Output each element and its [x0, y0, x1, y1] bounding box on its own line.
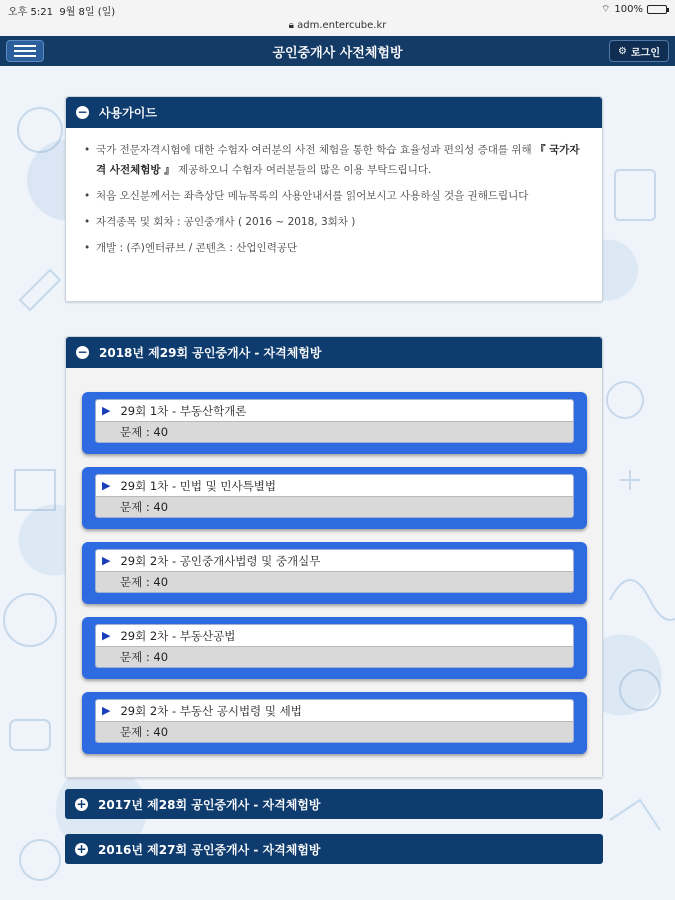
- exam-card[interactable]: [82, 617, 587, 679]
- hamburger-menu-button[interactable]: [6, 40, 44, 62]
- play-icon: ▶: [102, 629, 111, 642]
- section-2018-title: 2018년 제29회 공인중개사 - 자격체험방: [99, 346, 322, 360]
- guide-item: • 자격종목 및 회차 : 공인중개사 ( 2016 ~ 2018, 3회차 ): [84, 212, 588, 232]
- exam-card[interactable]: [82, 467, 587, 529]
- collapse-icon: −: [77, 345, 88, 359]
- play-icon: ▶: [102, 479, 111, 492]
- exam-title: 29회 2차 - 공인중개사법령 및 중개실무: [120, 553, 321, 568]
- url-text: adm.entercube.kr: [297, 20, 387, 31]
- status-time: 오후 5:21 9월 8일 (일): [8, 7, 116, 18]
- exam-question-count: 문제 : 40: [96, 421, 573, 442]
- exam-question-count: 문제 : 40: [96, 496, 573, 517]
- section-2018-panel: [65, 336, 603, 778]
- exam-title: 29회 2차 - 부동산 공시법령 및 세법: [120, 703, 302, 718]
- expand-icon: +: [76, 796, 87, 811]
- battery-icon: [647, 5, 667, 14]
- guide-panel-header[interactable]: [66, 97, 602, 128]
- menu-icon-line: [14, 50, 36, 52]
- guide-item: • 처음 오신분께서는 좌측상단 메뉴목록의 사용안내서를 읽어보시고 사용하실 것을 권해드립니다: [84, 186, 588, 206]
- address-bar[interactable]: [0, 20, 675, 31]
- page-title: 공인중개사 사전체험방: [272, 45, 403, 61]
- collapse-icon: −: [77, 105, 88, 119]
- gear-icon: ⚙: [618, 45, 628, 57]
- expand-icon: +: [76, 841, 87, 856]
- exam-list: [66, 368, 602, 777]
- section-2017-header[interactable]: [65, 789, 603, 819]
- play-icon: ▶: [102, 554, 111, 567]
- play-icon: ▶: [102, 404, 111, 417]
- status-right: [601, 3, 667, 16]
- section-2018-header[interactable]: [66, 337, 602, 368]
- guide-item: • 국가 전문자격시험에 대한 수험자 여러분의 사전 체험을 통한 학습 효율성과 편의성 증대를 위해 『 국가자격 사전체험방 』 제공하오니 수험자 여러분들의 많은 이용 부탁드립니다.: [84, 140, 588, 180]
- exam-title: 29회 1차 - 민법 및 민사특별법: [120, 478, 276, 493]
- login-label: 로그인: [631, 47, 660, 59]
- main-content: [0, 66, 675, 900]
- login-button[interactable]: [609, 40, 669, 62]
- play-icon: ▶: [102, 704, 111, 717]
- ios-status-bar: [0, 0, 675, 36]
- guide-item: • 개발 : (주)엔터큐브 / 콘텐츠 : 산업인력공단: [84, 238, 588, 258]
- menu-icon-line: [14, 55, 36, 57]
- exam-title: 29회 1차 - 부동산학개론: [120, 403, 247, 418]
- top-navbar: [0, 36, 675, 66]
- exam-question-count: 문제 : 40: [96, 721, 573, 742]
- guide-list: [66, 128, 602, 272]
- exam-card[interactable]: [82, 542, 587, 604]
- exam-question-count: 문제 : 40: [96, 646, 573, 667]
- section-2016-header[interactable]: [65, 834, 603, 864]
- battery-percent: 100%: [614, 4, 643, 15]
- exam-title: 29회 2차 - 부동산공법: [120, 628, 236, 643]
- section-2017-title: 2017년 제28회 공인중개사 - 자격체험방: [98, 797, 321, 812]
- guide-title: 사용가이드: [99, 106, 157, 120]
- menu-icon-line: [14, 45, 36, 47]
- exam-card[interactable]: [82, 692, 587, 754]
- exam-card[interactable]: [82, 392, 587, 454]
- wifi-icon: ⌔: [601, 4, 611, 15]
- lock-icon: 🔒︎: [288, 20, 294, 31]
- section-2016-title: 2016년 제27회 공인중개사 - 자격체험방: [98, 842, 321, 857]
- guide-panel: [65, 96, 603, 302]
- exam-question-count: 문제 : 40: [96, 571, 573, 592]
